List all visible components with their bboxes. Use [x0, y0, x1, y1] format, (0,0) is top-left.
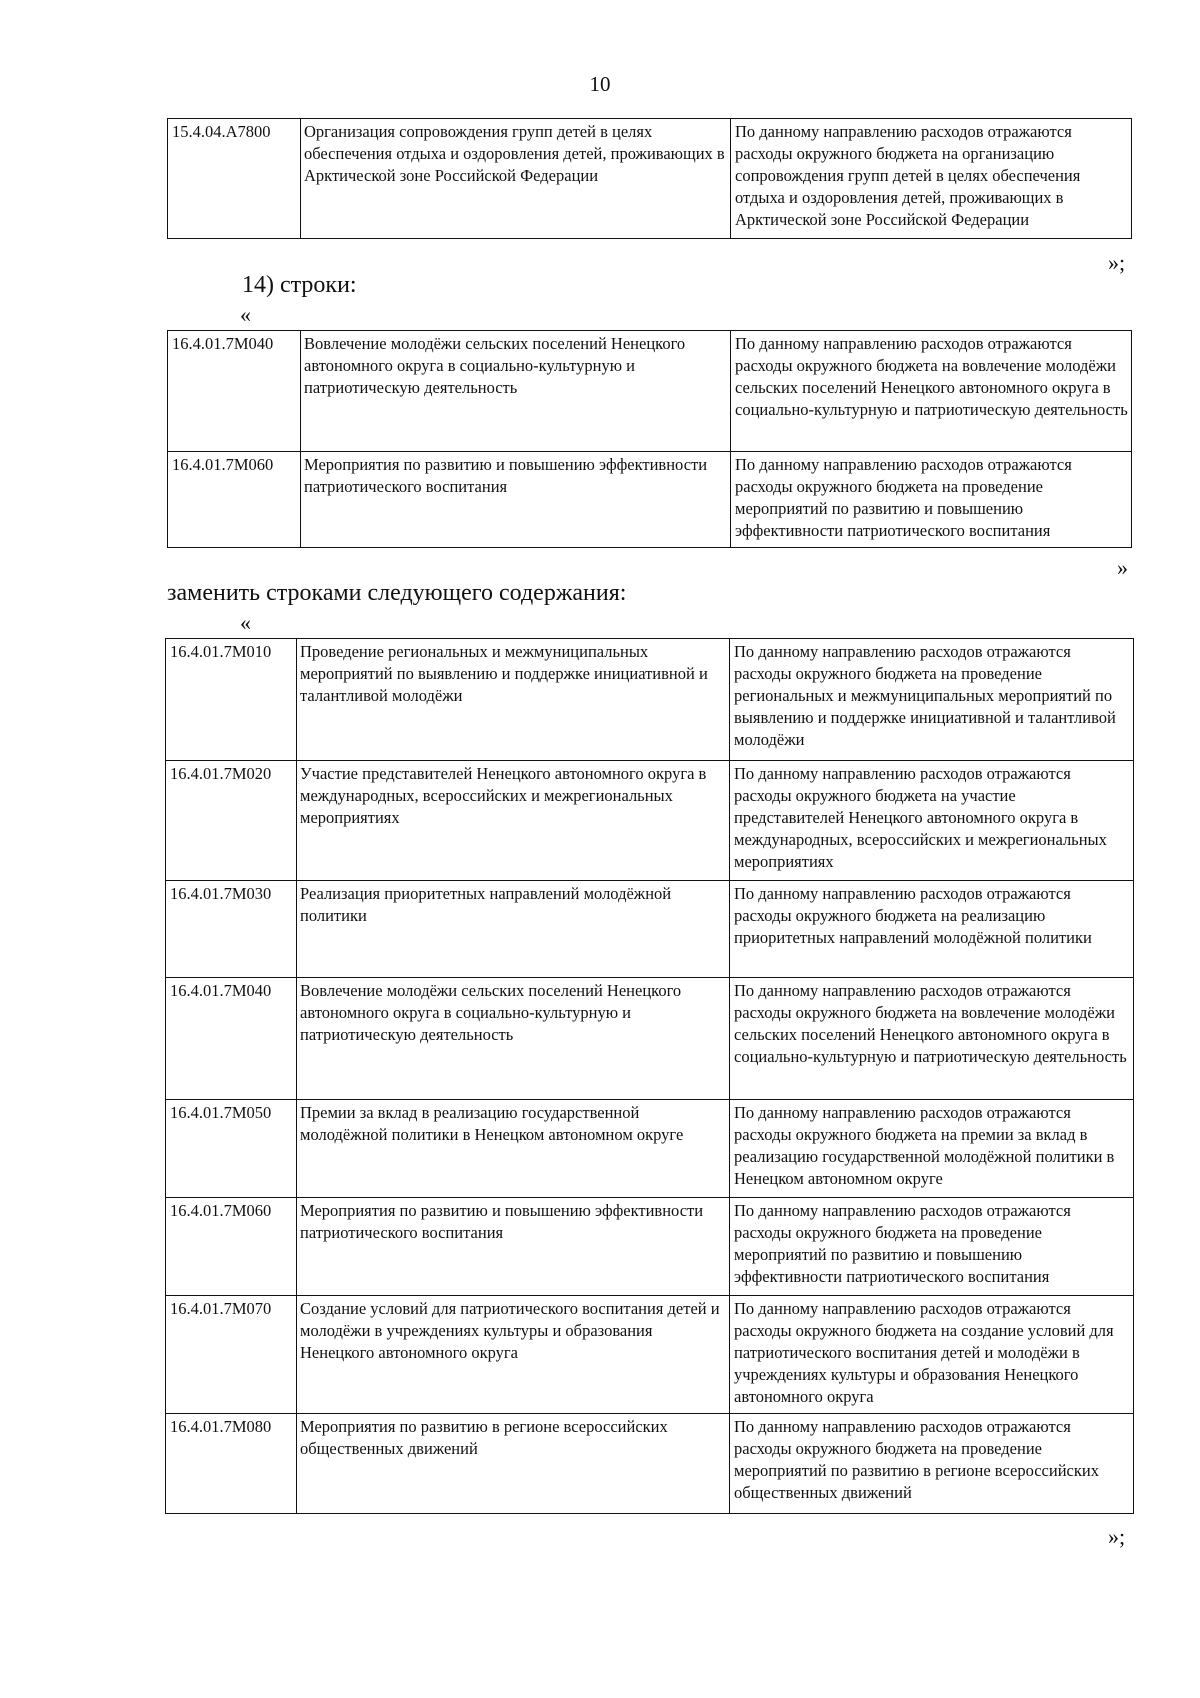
code-cell: 15.4.04.А7800 [168, 119, 301, 239]
closing-quote: » [1117, 555, 1128, 580]
description-cell: По данному направлению расходов отражаются расходы окружного бюджета на проведение мероприятий по развитию в регионе всероссийских общественных движений [730, 1414, 1134, 1514]
description-cell: По данному направлению расходов отражаются расходы окружного бюджета на проведение мероприятий по развитию и повышению эффективности патриотического воспитания [731, 452, 1132, 548]
name-cell: Проведение региональных и межмуниципальных мероприятий по выявлению и поддержке инициативной и талантливой молодёжи [297, 639, 730, 761]
name-cell: Вовлечение молодёжи сельских поселений Ненецкого автономного округа в социально-культурную и патриотическую деятельность [301, 331, 731, 452]
description-cell: По данному направлению расходов отражаются расходы окружного бюджета на премии за вклад в реализацию государственной молодёжной политики в Ненецком автономном округе [730, 1100, 1134, 1198]
table-row [166, 881, 1134, 978]
table-row [166, 978, 1134, 1100]
code-cell: 16.4.01.7М080 [166, 1414, 297, 1514]
table-row [166, 1100, 1134, 1198]
table-row [166, 639, 1134, 761]
name-cell: Организация сопровождения групп детей в целях обеспечения отдыха и оздоровления детей, проживающих в Арктической зоне Российской Федерации [301, 119, 731, 239]
table-row [166, 1414, 1134, 1514]
name-cell: Создание условий для патриотического воспитания детей и молодёжи в учреждениях культуры и образования Ненецкого автономного округа [297, 1296, 730, 1414]
table-old-rows [167, 330, 1132, 548]
table-row [166, 761, 1134, 881]
code-cell: 16.4.01.7М040 [168, 331, 301, 452]
description-cell: По данному направлению расходов отражаются расходы окружного бюджета на проведение мероприятий по развитию и повышению эффективности патриотического воспитания [730, 1198, 1134, 1296]
description-cell: По данному направлению расходов отражаются расходы окружного бюджета на проведение региональных и межмуниципальных мероприятий по выявлению и поддержке инициативной и талантливой молодёжи [730, 639, 1134, 761]
table-row [168, 452, 1132, 548]
name-cell: Вовлечение молодёжи сельских поселений Ненецкого автономного округа в социально-культурную и патриотическую деятельность [297, 978, 730, 1100]
opening-quote: « [240, 610, 251, 635]
code-cell: 16.4.01.7М070 [166, 1296, 297, 1414]
name-cell: Мероприятия по развитию и повышению эффективности патриотического воспитания [297, 1198, 730, 1296]
name-cell: Мероприятия по развитию в регионе всероссийских общественных движений [297, 1414, 730, 1514]
table-first [167, 118, 1132, 239]
code-cell: 16.4.01.7М060 [168, 452, 301, 548]
description-cell: По данному направлению расходов отражаются расходы окружного бюджета на создание условий для патриотического воспитания детей и молодёжи в учреждениях культуры и образования Ненецкого автономного округа [730, 1296, 1134, 1414]
code-cell: 16.4.01.7М050 [166, 1100, 297, 1198]
closing-quote: »; [1108, 250, 1126, 275]
name-cell: Участие представителей Ненецкого автономного округа в международных, всероссийских и межрегиональных мероприятиях [297, 761, 730, 881]
description-cell: По данному направлению расходов отражаются расходы окружного бюджета на вовлечение молодёжи сельских поселений Ненецкого автономного округа в социально-культурную и патриотическую деятельность [730, 978, 1134, 1100]
name-cell: Мероприятия по развитию и повышению эффективности патриотического воспитания [301, 452, 731, 548]
table-row [168, 119, 1132, 239]
table-row [166, 1296, 1134, 1414]
code-cell: 16.4.01.7М060 [166, 1198, 297, 1296]
description-cell: По данному направлению расходов отражаются расходы окружного бюджета на организацию сопровождения групп детей в целях обеспечения отдыха и оздоровления детей, проживающих в Арктической зоне Российской Федерации [731, 119, 1132, 239]
table-row [166, 1198, 1134, 1296]
table-row [168, 331, 1132, 452]
closing-quote: »; [1108, 1524, 1126, 1549]
name-cell: Реализация приоритетных направлений молодёжной политики [297, 881, 730, 978]
code-cell: 16.4.01.7М030 [166, 881, 297, 978]
description-cell: По данному направлению расходов отражаются расходы окружного бюджета на реализацию приоритетных направлений молодёжной политики [730, 881, 1134, 978]
page-number: 10 [589, 72, 611, 96]
opening-quote: « [240, 302, 251, 327]
section-heading: заменить строками следующего содержания: [167, 580, 627, 606]
table-new-rows [165, 638, 1134, 1514]
section-heading: 14) строки: [242, 272, 357, 298]
code-cell: 16.4.01.7М020 [166, 761, 297, 881]
code-cell: 16.4.01.7М010 [166, 639, 297, 761]
description-cell: По данному направлению расходов отражаются расходы окружного бюджета на участие представителей Ненецкого автономного округа в международных, всероссийских и межрегиональных мероприятиях [730, 761, 1134, 881]
description-cell: По данному направлению расходов отражаются расходы окружного бюджета на вовлечение молодёжи сельских поселений Ненецкого автономного округа в социально-культурную и патриотическую деятельность [731, 331, 1132, 452]
name-cell: Премии за вклад в реализацию государственной молодёжной политики в Ненецком автономном округе [297, 1100, 730, 1198]
code-cell: 16.4.01.7М040 [166, 978, 297, 1100]
